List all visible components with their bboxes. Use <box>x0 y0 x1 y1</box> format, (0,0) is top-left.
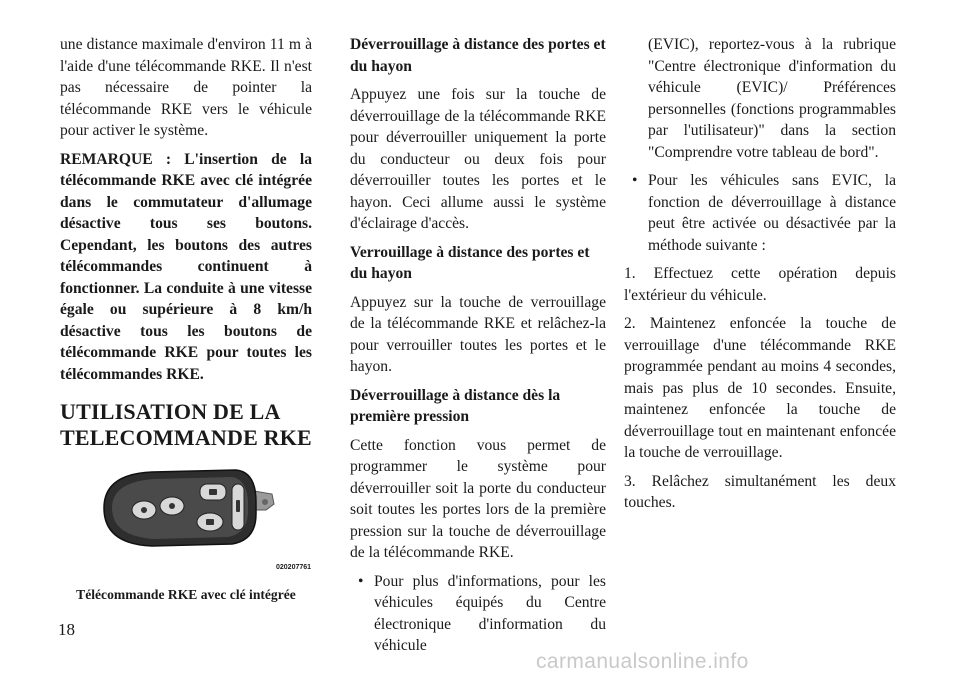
step-2: 2. Maintenez enfoncée la touche de verrouillage d'une télécommande RKE programmée pendant au moins 4 secondes, mais pas plus de 10 secondes. Ensuite, maintenez enfoncée la touche de déverrouillage tout en maintenant enfoncée la touche de verrouillage. <box>624 315 896 461</box>
remark-paragraph: REMARQUE : L'insertion de la télécommande RKE avec clé intégrée dans le commutateur d'allumage désactive tous ses boutons. Cependant, les boutons des autres télécommandes continuent à fonctionner. La conduite à une vitesse égale ou supérieure à 8 km/h désactive tous les boutons de télécommande RKE pour toutes les télécommandes RKE. <box>60 150 312 383</box>
heading-line-2: TELECOMMANDE RKE <box>60 425 312 450</box>
bullet-dot-icon: • <box>358 572 364 590</box>
section-heading <box>60 399 312 451</box>
column-right <box>624 34 896 521</box>
column-left <box>60 34 312 451</box>
subheading-first-press: Déverrouillage à distance dès la première pression <box>350 386 561 425</box>
key-fob-image <box>60 466 312 590</box>
watermark: carmanualsonline.info <box>536 650 749 673</box>
bullet-dot-icon: • <box>632 172 638 189</box>
intro-paragraph: une distance maximale d'environ 11 m à l'aide d'une télécommande RKE. Il n'est pas nécessaire de pointer la télécommande RKE vers le véhicule pour activer le système. <box>60 36 312 139</box>
step-1: 1. Effectuez cette opération depuis l'extérieur du véhicule. <box>624 265 896 304</box>
paragraph-first-press: Cette fonction vous permet de programmer le système pour déverrouiller soit la porte du conducteur soit toutes les portes lors de la première pression sur la touche de déverrouillage de la télécommande RKE. <box>350 436 606 561</box>
step-3: 3. Relâchez simultanément les deux touches. <box>624 472 896 511</box>
heading-line-1: UTILISATION DE LA <box>60 399 281 424</box>
subheading-remote-lock: Verrouillage à distance des portes et du hayon <box>350 243 590 282</box>
bullet-no-evic <box>624 170 896 256</box>
bullet-evic-info <box>350 571 606 657</box>
paragraph-remote-unlock: Appuyez une fois sur la touche de déverrouillage de la télécommande RKE pour déverrouiller uniquement la porte du conducteur ou deux fois pour déverrouiller toutes les portes et le hayon. Ceci allume aussi le système d'éclairage d'accès. <box>350 86 606 232</box>
bullet-no-evic-text: Pour les véhicules sans EVIC, la fonction de déverrouillage à distance peut être activée ou désactivée par la méthode suivante : <box>648 172 896 254</box>
bullet-evic-continued: (EVIC), reportez-vous à la rubrique "Centre électronique d'information du véhicule (EVIC)/ Préférences personnelles (fonctions programmables par l'utilisateur)" dans la section "Comprendre votre tableau de bord". <box>648 36 896 161</box>
figure-code: 020207761 <box>276 564 312 571</box>
figure-caption: Télécommande RKE avec clé intégrée <box>76 587 296 602</box>
column-middle <box>350 34 606 664</box>
subheading-remote-unlock: Déverrouillage à distance des portes et du hayon <box>350 36 606 75</box>
page-number: 18 <box>58 620 75 639</box>
bullet-evic-text: Pour plus d'informations, pour les véhicules équipés du Centre électronique d'information du véhicule <box>374 572 606 654</box>
key-fob-figure <box>60 466 312 590</box>
paragraph-remote-lock: Appuyez sur la touche de verrouillage de la télécommande RKE et relâchez-la pour verrouiller toutes les portes et le hayon. <box>350 293 606 375</box>
